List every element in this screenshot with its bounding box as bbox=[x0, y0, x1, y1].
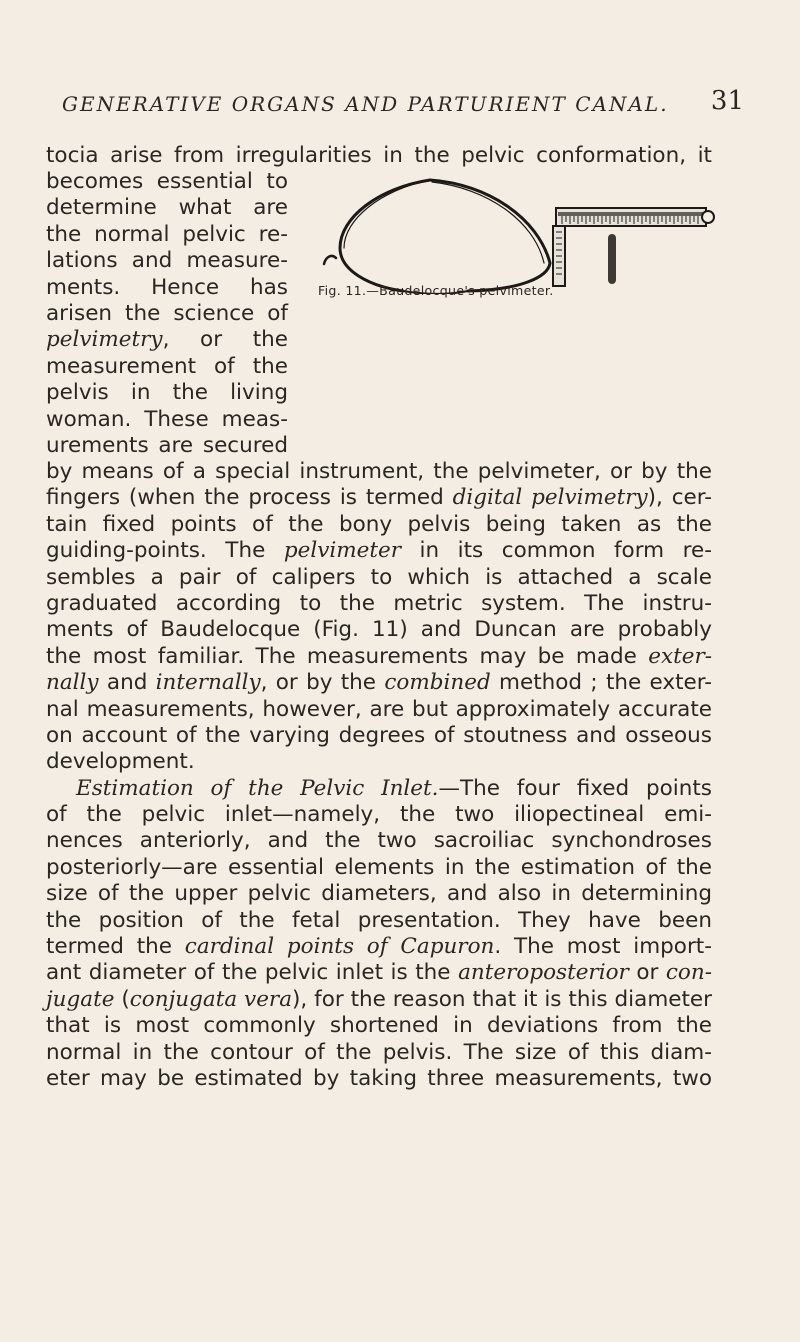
italic-term: pelvimetry bbox=[46, 327, 163, 353]
text-line: jugate (conjugata vera), for the reason that it is this diameter bbox=[46, 986, 712, 1012]
running-title: GENERATIVE ORGANS AND PARTURIENT CANAL. bbox=[62, 92, 669, 116]
running-header bbox=[62, 86, 742, 120]
text-line: pelvis in the living bbox=[46, 380, 288, 406]
text-line: eter may be estimated by taking three measurements, two bbox=[46, 1065, 712, 1091]
section-heading: Estimation of the Pelvic Inlet. bbox=[76, 775, 439, 801]
text-line: graduated according to the metric system. The instru- bbox=[46, 590, 712, 616]
text-line: nences anteriorly, and the two sacroiliac synchondroses bbox=[46, 828, 712, 854]
text-line: the most familiar. The measurements may be made exter- bbox=[46, 643, 712, 669]
text-line: the position of the fetal presentation. They have been bbox=[46, 907, 712, 933]
text-line: guiding-points. The pelvimeter in its common form re- bbox=[46, 538, 712, 564]
text-line: woman. These meas- bbox=[46, 406, 288, 432]
text-line: lations and measure- bbox=[46, 248, 288, 274]
text-line: fingers (when the process is termed digital pelvimetry), cer- bbox=[46, 485, 713, 511]
text-line: on account of the varying degrees of stoutness and osseous bbox=[46, 722, 712, 748]
text-line: sembles a pair of calipers to which is attached a scale bbox=[46, 564, 712, 590]
text-line: normal in the contour of the pelvis. The size of this diam- bbox=[46, 1039, 712, 1065]
text-line: ments. Hence has bbox=[46, 274, 288, 300]
text-line: that is most commonly shortened in deviations from the bbox=[46, 1013, 712, 1039]
body-text-main bbox=[46, 459, 712, 1092]
text-line: by means of a special instrument, the pelvimeter, or by the bbox=[46, 459, 712, 484]
text-line: ments of Baudelocque (Fig. 11) and Duncan are probably bbox=[46, 617, 712, 643]
figure-caption: Fig. 11.—Baudelocque's pelvimeter. bbox=[318, 283, 554, 298]
text-line: pelvimetry, or the bbox=[46, 327, 288, 353]
text-line: posteriorly—are essential elements in the estimation of the bbox=[46, 854, 712, 880]
text-line: Estimation of the Pelvic Inlet.—The four fixed points bbox=[76, 775, 712, 801]
text-line: tocia arise from irregularities in the pelvic conformation, it bbox=[46, 143, 712, 168]
graduated-scale bbox=[553, 208, 714, 286]
text-line: tain fixed points of the bony pelvis being taken as the bbox=[46, 511, 712, 537]
page-number: 31 bbox=[710, 86, 744, 116]
text-line: urements are secured bbox=[46, 432, 288, 458]
text-line: size of the upper pelvic diameters, and also in determining bbox=[46, 881, 712, 907]
body-text-top bbox=[46, 143, 712, 169]
text-line: becomes essential to bbox=[46, 169, 288, 194]
text-line: measurement of the bbox=[46, 353, 288, 379]
body-text-narrow bbox=[46, 169, 288, 459]
text-line: termed the cardinal points of Capuron. The most import- bbox=[46, 934, 712, 960]
text-line: development. bbox=[46, 749, 195, 775]
text-line: nal measurements, however, are but approximately accurate bbox=[46, 696, 712, 722]
text-line: nally and internally, or by the combined method ; the exter- bbox=[46, 670, 712, 696]
text-line: ant diameter of the pelvic inlet is the anteroposterior or con- bbox=[46, 960, 712, 986]
text-line: of the pelvic inlet—namely, the two iliopectineal emi- bbox=[46, 802, 712, 828]
text-line: arisen the science of bbox=[46, 300, 288, 326]
pelvimeter-illustration bbox=[298, 178, 718, 294]
text-line: the normal pelvic re- bbox=[46, 221, 288, 247]
text-line: determine what are bbox=[46, 195, 288, 221]
